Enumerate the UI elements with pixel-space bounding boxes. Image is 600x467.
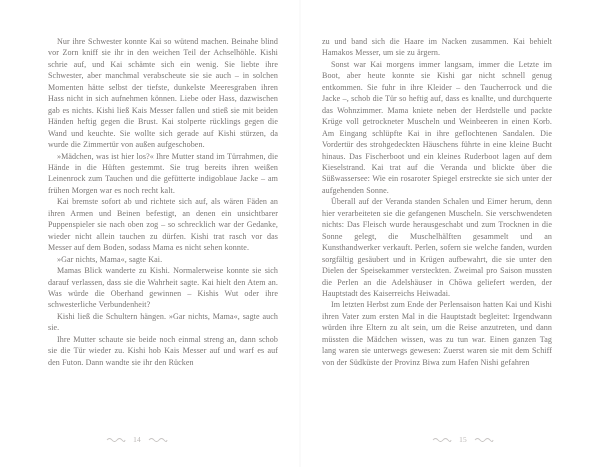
paragraph: Mamas Blick wanderte zu Kishi. Normalerweise konnte sie sich darauf verlassen, dass sie die Wahrheit sagte. Kai hielt den Atem an. Was würde die Oberhand gewinnen – Kishis Wut oder ihre schwesterliche Verbundenheit? bbox=[48, 266, 278, 310]
squiggle-ornament-icon bbox=[432, 436, 452, 443]
paragraph: zu und band sich die Haare im Nacken zusammen. Kai behielt Hamakos Messer, um sie zu ärgern. bbox=[322, 37, 552, 58]
squiggle-ornament-icon bbox=[474, 436, 494, 443]
page-number: 15 bbox=[459, 434, 467, 444]
paragraph: Kai bremste sofort ab und richtete sich auf, als wären Fäden an ihren Armen und Beinen befestigt, an denen ein unsichtbarer Puppenspieler sie nach oben zog – so schrecklich war der Gedanke, wieder nicht allein tauchen zu dürfen. Kishi trat rasch vor das Messer auf dem Boden, sodass Mama es nicht sehen konnte. bbox=[48, 197, 278, 253]
right-page bbox=[300, 0, 600, 467]
left-page-textblock bbox=[48, 36, 278, 368]
paragraph: Kishi ließ die Schultern hängen. »Gar nichts, Mama«, sagte auch sie. bbox=[48, 311, 278, 333]
left-page-folio bbox=[0, 436, 300, 443]
right-page-textblock bbox=[322, 36, 552, 368]
paragraph: Sonst war Kai morgens immer langsam, immer die Letzte im Boot, aber heute konnte sie Kishi gar nicht schnell genug entkommen. Sie fuhr in ihre Kleider – den Taucherrock und die Jacke –, schob die Tür so heftig auf, dass es knallte, und durchquerte das Wohnzimmer. Mama kniete neben der Herdstelle und packte Krüge voll getrockneter Muscheln und Weinbeeren in einen Korb. Am Eingang schlüpfte Kai in ihre geflochtenen Sandalen. Die Vordertür des strohgedeckten Häuschens führte in eine kleine Bucht hinaus. Das Fischerboot und ein kleines Ruderboot lagen auf dem Kieselstrand. Kai trat auf die Veranda und blickte über die Süßwassersee: Wie ein rosaroter Spiegel erstreckte sie sich unter der aufgehenden Sonne. bbox=[322, 59, 552, 195]
right-page-folio bbox=[300, 436, 600, 443]
page-number: 14 bbox=[133, 434, 141, 444]
paragraph: »Gar nichts, Mama«, sagte Kai. bbox=[57, 254, 163, 264]
paragraph: Im letzten Herbst zum Ende der Perlensaison hatten Kai und Kishi ihren Vater zum ersten Mal in die Hauptstadt begleitet: Irgendwann würden ihre Eltern zu alt sein, um die Reise anzutreten, und dann müssten die Mädchen wissen, was zu tun war. Einen ganzen Tag lang waren sie unterwegs gewesen: Zuerst waren sie mit dem Schiff von der Südküste der Provinz Biwa zum Hafen Nishi gefahren bbox=[322, 300, 552, 367]
paragraph: Überall auf der Veranda standen Schalen und Eimer herum, denn hier verarbeiteten sie die gefangenen Muscheln. Sie verschwendeten nichts: Das Fleisch wurde herausgeschabt und zum Trocknen in die Sonne gelegt, die Muschelhälften gesammelt und an Kunsthandwerker verkauft. Perlen, sofern sie welche fanden, wurden sorgfältig gesäubert und in Krügen aufbewahrt, die sie unter den Dielen der Speisekammer versteckten. Zweimal pro Saison mussten die Perlen an die Adelshäuser in Chōwa geliefert werden, der Hauptstadt des Kaiserreichs Heiwadai. bbox=[322, 197, 552, 298]
paragraph: »Mädchen, was ist hier los?« Ihre Mutter stand im Türrahmen, die Hände in die Hüften gestemmt. Sie trug bereits ihren weißen Leinenrock zum Tauchen und die gefütterte indigoblaue Jacke – am frühen Morgen war es noch recht kalt. bbox=[48, 151, 278, 195]
paragraph: Nur ihre Schwester konnte Kai so wütend machen. Beinahe blind vor Zorn kniff sie ihr in den weichen Teil der Achselhöhle. Kishi schrie auf, und Kai schämte sich ein wenig. Sie liebte ihre Schwester, aber manchmal verabscheute sie sie auch – in solchen Momenten hätte selbst der tiefste, dunkelste Meeresgraben ihren Hass nicht in sich aufnehmen können. Liebe oder Hass, dazwischen gab es nichts. Kishi ließ Kais Messer fallen und stieß sie mit beiden Händen heftig gegen die Brust. Kai stolperte rücklings gegen die Wand und keuchte. Sie wollte sich gerade auf Kishi stürzen, da wurde die Zimmertür von außen aufgeschoben. bbox=[48, 37, 278, 150]
squiggle-ornament-icon bbox=[106, 436, 126, 443]
squiggle-ornament-icon bbox=[148, 436, 168, 443]
paragraph: Ihre Mutter schaute sie beide noch einmal streng an, dann schob sie die Tür wieder zu. Kishi hob Kais Messer auf und warf es auf den Futon. Dann wandte sie ihr den Rücken bbox=[48, 334, 278, 367]
